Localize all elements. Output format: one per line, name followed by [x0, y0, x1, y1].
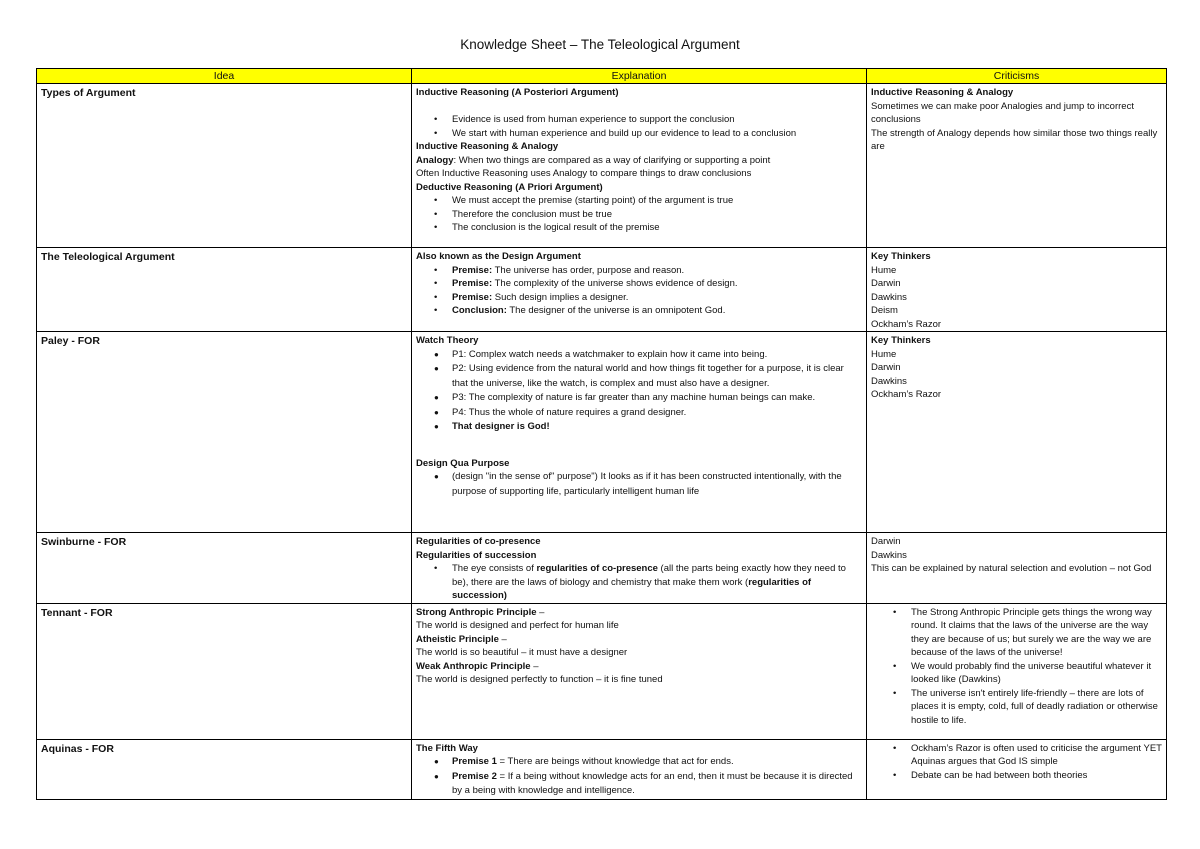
subheading: Key Thinkers	[871, 335, 931, 346]
criticism-cell	[867, 332, 1167, 533]
list-item: • Evidence is used from human experience to support the conclusion	[416, 113, 862, 127]
table-row	[37, 84, 1167, 248]
bullet-list	[416, 562, 862, 603]
text-line: The world is designed and perfect for human life	[416, 620, 619, 631]
text-line: Ockham’s Razor	[871, 389, 942, 400]
subheading: Watch Theory	[416, 335, 479, 346]
dash: –	[536, 606, 545, 618]
list-item	[416, 304, 862, 318]
premise-label: Premise 1	[452, 756, 497, 767]
header-criticisms: Criticisms	[867, 69, 1167, 84]
idea-cell: Paley - FOR	[37, 332, 412, 533]
text-line: The strength of Analogy depends how similar those two things really are	[871, 127, 1158, 152]
list-item	[416, 770, 862, 799]
premise-label: Premise:	[452, 278, 493, 289]
text-line: Ockham’s Razor	[871, 318, 942, 330]
knowledge-table	[36, 68, 1167, 800]
text-line	[416, 154, 862, 168]
text-line: This can be explained by natural selection and evolution – not God	[871, 563, 1152, 574]
list-item: • We must accept the premise (starting point) of the argument is true	[416, 194, 862, 208]
document-title: Knowledge Sheet – The Teleological Argument	[460, 37, 740, 52]
list-item	[416, 277, 862, 291]
explanation-cell	[412, 603, 867, 739]
list-item: • We would probably find the universe beautiful whatever it looked like (Dawkins)	[871, 660, 1162, 687]
list-item: ● P3: The complexity of nature is far greater than any machine human beings can make.	[416, 391, 862, 406]
list-item: ● That designer is God!	[416, 420, 862, 435]
principle-label: Strong Anthropic Principle	[416, 606, 537, 618]
conclusion-label: Conclusion:	[452, 305, 507, 316]
explanation-cell	[412, 739, 867, 799]
premise-label: Premise 2	[452, 770, 497, 782]
bullet-list	[416, 113, 862, 140]
text-span: The eye consists of	[452, 563, 537, 574]
list-item	[416, 291, 862, 305]
text-line: The world is designed perfectly to function – it is fine tuned	[416, 674, 663, 685]
text-line: Dawkins	[871, 375, 907, 387]
text-line	[416, 633, 862, 647]
criticism-cell	[867, 533, 1167, 604]
text-line	[416, 660, 862, 674]
subheading: Also known as the Design Argument	[416, 251, 581, 262]
table-row	[37, 332, 1167, 533]
idea-cell: The Teleological Argument	[37, 248, 412, 332]
subheading: Key Thinkers	[871, 251, 931, 262]
text-line: Deism	[871, 305, 898, 316]
list-item	[416, 264, 862, 278]
subheading: Regularities of co-presence	[416, 536, 541, 547]
list-item: ● P1: Complex watch needs a watchmaker to explain how it came into being.	[416, 348, 862, 363]
table-row	[37, 533, 1167, 604]
emphasis-span: regularities of succession)	[452, 576, 812, 601]
premise-text: = If a being without knowledge acts for an end, then it must be because it is directed by a being with knowledge and intelligence.	[452, 770, 853, 796]
list-item: ● P2: Using evidence from the natural world and how things fit together for a purpose, it is clear that the universe, like the watch, is complex and must also have a designer.	[416, 362, 862, 391]
text-line: Darwin	[871, 362, 901, 373]
bullet-list	[416, 264, 862, 318]
term-text: : When two things are compared as a way of clarifying or supporting a point	[453, 154, 771, 166]
text-line: Often Inductive Reasoning uses Analogy to compare things to draw conclusions	[416, 168, 752, 179]
text-line: Hume	[871, 264, 897, 276]
list-item: • The conclusion is the logical result of the premise	[416, 221, 862, 235]
subheading: Design Qua Purpose	[416, 457, 510, 469]
text-line: Sometimes we can make poor Analogies and jump to incorrect conclusions	[871, 100, 1134, 125]
list-item: • The universe isn't entirely life-friendly – there are lots of places it is empty, cold, full of deadly radiation or otherwise hostile to life.	[871, 687, 1162, 728]
premise-text: Such design implies a designer.	[492, 291, 629, 303]
idea-cell: Types of Argument	[37, 84, 412, 248]
explanation-cell	[412, 533, 867, 604]
list-item	[416, 755, 862, 770]
premise-text: The universe has order, purpose and reason.	[492, 264, 685, 276]
idea-cell: Tennant - FOR	[37, 603, 412, 739]
principle-label: Atheistic Principle	[416, 633, 499, 645]
subheading: Regularities of succession	[416, 549, 537, 561]
header-idea: Idea	[37, 69, 412, 84]
list-item: • We start with human experience and build up our evidence to lead to a conclusion	[416, 127, 862, 141]
list-item: • Debate can be had between both theories	[871, 769, 1162, 783]
premise-label: Premise:	[452, 264, 493, 276]
list-item: • Therefore the conclusion must be true	[416, 208, 862, 222]
text-line	[416, 606, 862, 620]
idea-cell: Aquinas - FOR	[37, 739, 412, 799]
premise-label: Premise:	[452, 291, 493, 303]
explanation-cell	[412, 248, 867, 332]
bullet-list	[871, 742, 1162, 783]
text-line: The world is so beautiful – it must have a designer	[416, 647, 628, 658]
explanation-cell	[412, 84, 867, 248]
text-span: (all the parts being exactly how they need to be), there are the laws of biology and chemistry that make them work (	[452, 563, 846, 588]
text-line: Darwin	[871, 536, 901, 547]
criticism-cell	[867, 739, 1167, 799]
header-row	[37, 69, 1167, 84]
table-row	[37, 603, 1167, 739]
idea-cell: Swinburne - FOR	[37, 533, 412, 604]
emphasis-span: regularities of co-presence	[536, 563, 658, 574]
bullet-list	[871, 606, 1162, 728]
criticism-cell	[867, 603, 1167, 739]
dash: –	[530, 660, 539, 672]
principle-label: Weak Anthropic Principle	[416, 660, 531, 672]
subheading: Inductive Reasoning (A Posteriori Argument)	[416, 87, 619, 98]
text-line: Darwin	[871, 278, 901, 289]
text-line: Dawkins	[871, 291, 907, 303]
table-row	[37, 248, 1167, 332]
text-line: Hume	[871, 348, 897, 360]
term-label: Analogy	[416, 154, 454, 166]
bullet-list	[416, 470, 862, 499]
bullet-list	[416, 348, 862, 435]
list-item	[416, 562, 862, 603]
subheading: The Fifth Way	[416, 742, 478, 754]
subheading: Deductive Reasoning (A Priori Argument)	[416, 181, 603, 193]
subheading: Inductive Reasoning & Analogy	[416, 141, 559, 152]
dash: –	[498, 633, 507, 645]
criticism-cell	[867, 84, 1167, 248]
subheading: Inductive Reasoning & Analogy	[871, 87, 1014, 98]
bullet-list	[416, 194, 862, 235]
explanation-cell	[412, 332, 867, 533]
conclusion-text: The designer of the universe is an omnipotent God.	[506, 305, 726, 316]
table-row	[37, 739, 1167, 799]
criticism-cell	[867, 248, 1167, 332]
text-line: Dawkins	[871, 549, 907, 561]
header-explanation: Explanation	[412, 69, 867, 84]
premise-text: The complexity of the universe shows evidence of design.	[492, 278, 738, 289]
list-item: ● P4: Thus the whole of nature requires a grand designer.	[416, 406, 862, 421]
list-item: ● (design "in the sense of" purpose") It looks as if it has been constructed intentionally, with the purpose of supporting life, particularly intelligent human life	[416, 470, 862, 499]
premise-text: = There are beings without knowledge that act for ends.	[496, 756, 734, 767]
bullet-list	[416, 755, 862, 799]
list-item: • The Strong Anthropic Principle gets things the wrong way round. It claims that the laws of the universe are the way they are because of us; but surely we are the way we are because of the laws of the universe!	[871, 606, 1162, 660]
list-item: • Ockham’s Razor is often used to criticise the argument YET Aquinas argues that God IS simple	[871, 742, 1162, 769]
